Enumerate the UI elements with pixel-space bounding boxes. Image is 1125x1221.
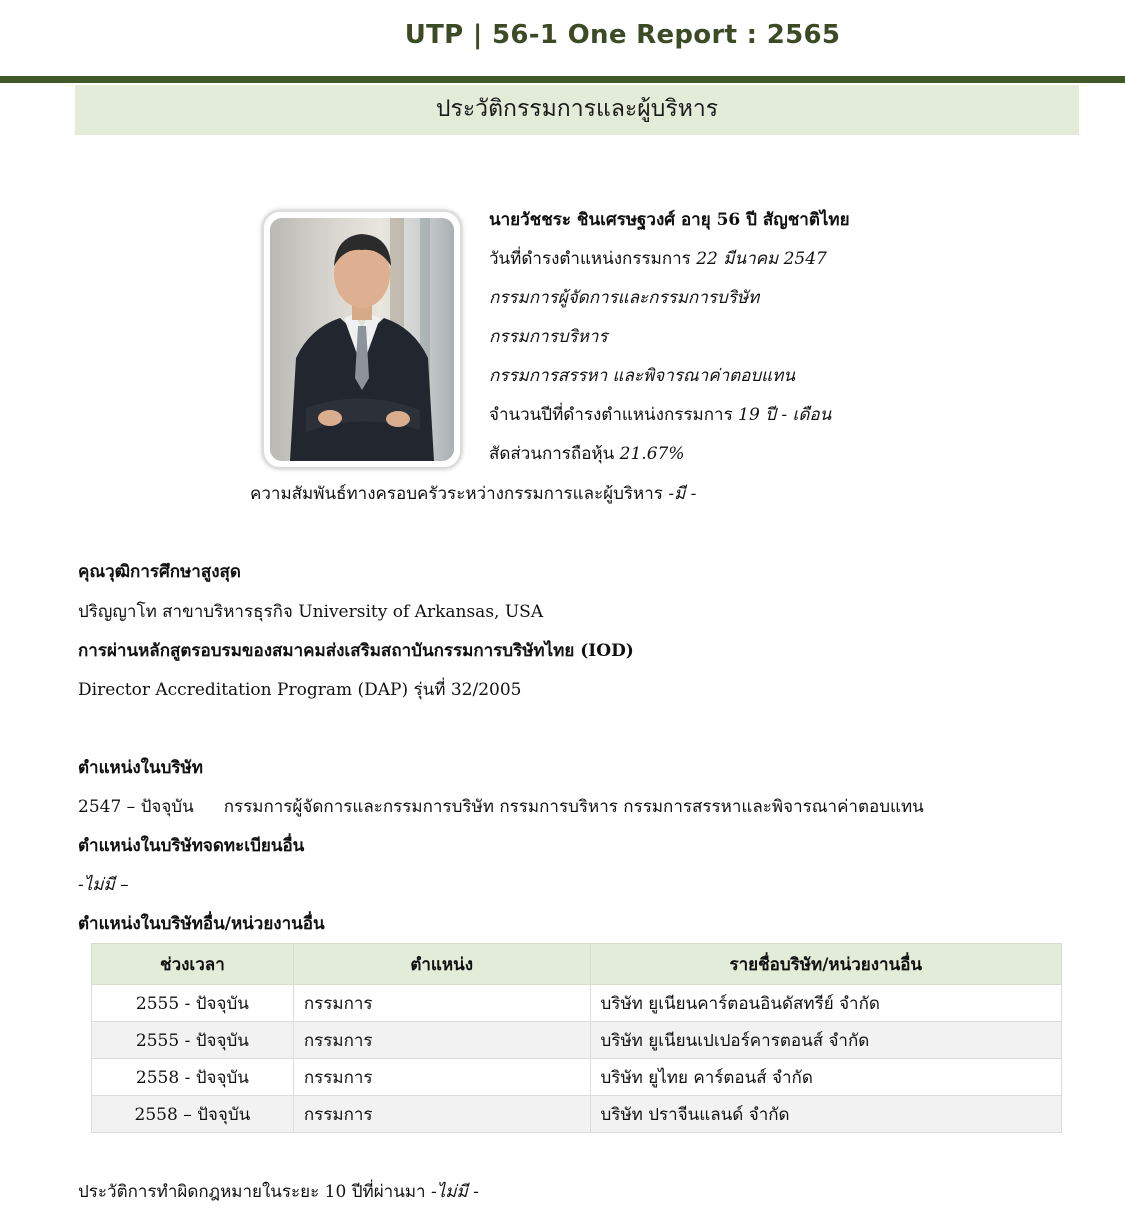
director-photo <box>262 210 462 469</box>
table-row <box>92 985 1062 1022</box>
shareholding <box>489 442 850 481</box>
role-managing-director: กรรมการผู้จัดการและกรรมการบริษัท <box>489 288 760 308</box>
years-value: 19 ปี - เดือน <box>738 405 832 425</box>
education-degree: ปริญญาโท สาขาบริหารธุรกิจ University of Arkansas, USA <box>78 602 544 622</box>
listed-position-value: -ไม่มี – <box>78 875 129 895</box>
column-header-position: ตำแหน่ง <box>293 944 590 985</box>
cell-company: บริษัท ยูเนียนเปเปอร์คารตอนส์ จำกัด <box>590 1022 1061 1059</box>
table-row <box>92 1022 1062 1059</box>
cell-company: บริษัท ปราจีนแลนด์ จำกัด <box>590 1096 1061 1133</box>
family-value: -มี - <box>668 484 697 504</box>
legal-label: ประวัติการทำผิดกฎหมายในระยะ 10 ปีที่ผ่านมา <box>78 1182 431 1202</box>
table-row <box>92 1059 1062 1096</box>
cell-period: 2555 - ปัจจุบัน <box>92 985 294 1022</box>
years-label: จำนวนปีที่ดำรงตำแหน่งกรรมการ <box>489 405 739 425</box>
director-profile <box>489 208 850 481</box>
section-banner-title: ประวัติกรรมการและผู้บริหาร <box>75 85 1079 135</box>
cell-company: บริษัท ยูเนียนคาร์ตอนอินดัสทรีย์ จำกัด <box>590 985 1061 1022</box>
cell-position: กรรมการ <box>293 1022 590 1059</box>
shares-value: 21.67% <box>619 444 685 464</box>
cell-period: 2555 - ปัจจุบัน <box>92 1022 294 1059</box>
role-nomination-committee: กรรมการสรรหา และพิจารณาค่าตอบแทน <box>489 366 795 386</box>
cell-position: กรรมการ <box>293 1096 590 1133</box>
family-relationship <box>250 480 696 507</box>
company-position-row <box>78 793 924 820</box>
appointed-date <box>489 247 850 286</box>
company-position-period: 2547 – ปัจจุบัน <box>78 797 194 817</box>
cell-position: กรรมการ <box>293 985 590 1022</box>
legal-record <box>78 1178 479 1205</box>
table-header-row <box>92 944 1062 985</box>
role-executive-director: กรรมการบริหาร <box>489 327 608 347</box>
portrait-illustration <box>270 218 454 461</box>
column-header-company: รายชื่อบริษัท/หน่วยงานอื่น <box>590 944 1061 985</box>
listed-position-heading: ตำแหน่งในบริษัทจดทะเบียนอื่น <box>78 836 305 856</box>
table-row <box>92 1096 1062 1133</box>
legal-value: -ไม่มี - <box>430 1182 479 1202</box>
company-position-detail: กรรมการผู้จัดการและกรรมการบริษัท กรรมการบริหาร กรรมการสรรหาและพิจารณาค่าตอบแทน <box>223 797 924 817</box>
appointed-label: วันที่ดำรงตำแหน่งกรรมการ <box>489 249 697 269</box>
company-position-heading: ตำแหน่งในบริษัท <box>78 758 203 778</box>
shares-label: สัดส่วนการถือหุ้น <box>489 444 620 464</box>
column-header-period: ช่วงเวลา <box>92 944 294 985</box>
appointed-value: 22 มีนาคม 2547 <box>696 249 827 269</box>
cell-period: 2558 – ปัจจุบัน <box>92 1096 294 1133</box>
education-heading: คุณวุฒิการศึกษาสูงสุด <box>78 562 241 582</box>
cell-period: 2558 - ปัจจุบัน <box>92 1059 294 1096</box>
other-positions-table <box>91 943 1062 1133</box>
cell-position: กรรมการ <box>293 1059 590 1096</box>
cell-company: บริษัท ยูไทย คาร์ตอนส์ จำกัด <box>590 1059 1061 1096</box>
report-header-title: UTP | 56-1 One Report : 2565 <box>404 20 841 50</box>
years-in-office <box>489 403 850 442</box>
training-course: Director Accreditation Program (DAP) รุ่นที่ 32/2005 <box>78 680 522 700</box>
director-name: นายวัชชระ ชินเศรษฐวงศ์ อายุ 56 ปี สัญชาติไทย <box>489 210 850 230</box>
training-heading: การผ่านหลักสูตรอบรมของสมาคมส่งเสริมสถาบันกรรมการบริษัทไทย (IOD) <box>78 641 634 661</box>
family-label: ความสัมพันธ์ทางครอบครัวระหว่างกรรมการและผู้บริหาร <box>250 484 669 504</box>
other-position-heading: ตำแหน่งในบริษัทอื่น/หน่วยงานอื่น <box>78 914 325 934</box>
header-divider <box>0 76 1125 83</box>
